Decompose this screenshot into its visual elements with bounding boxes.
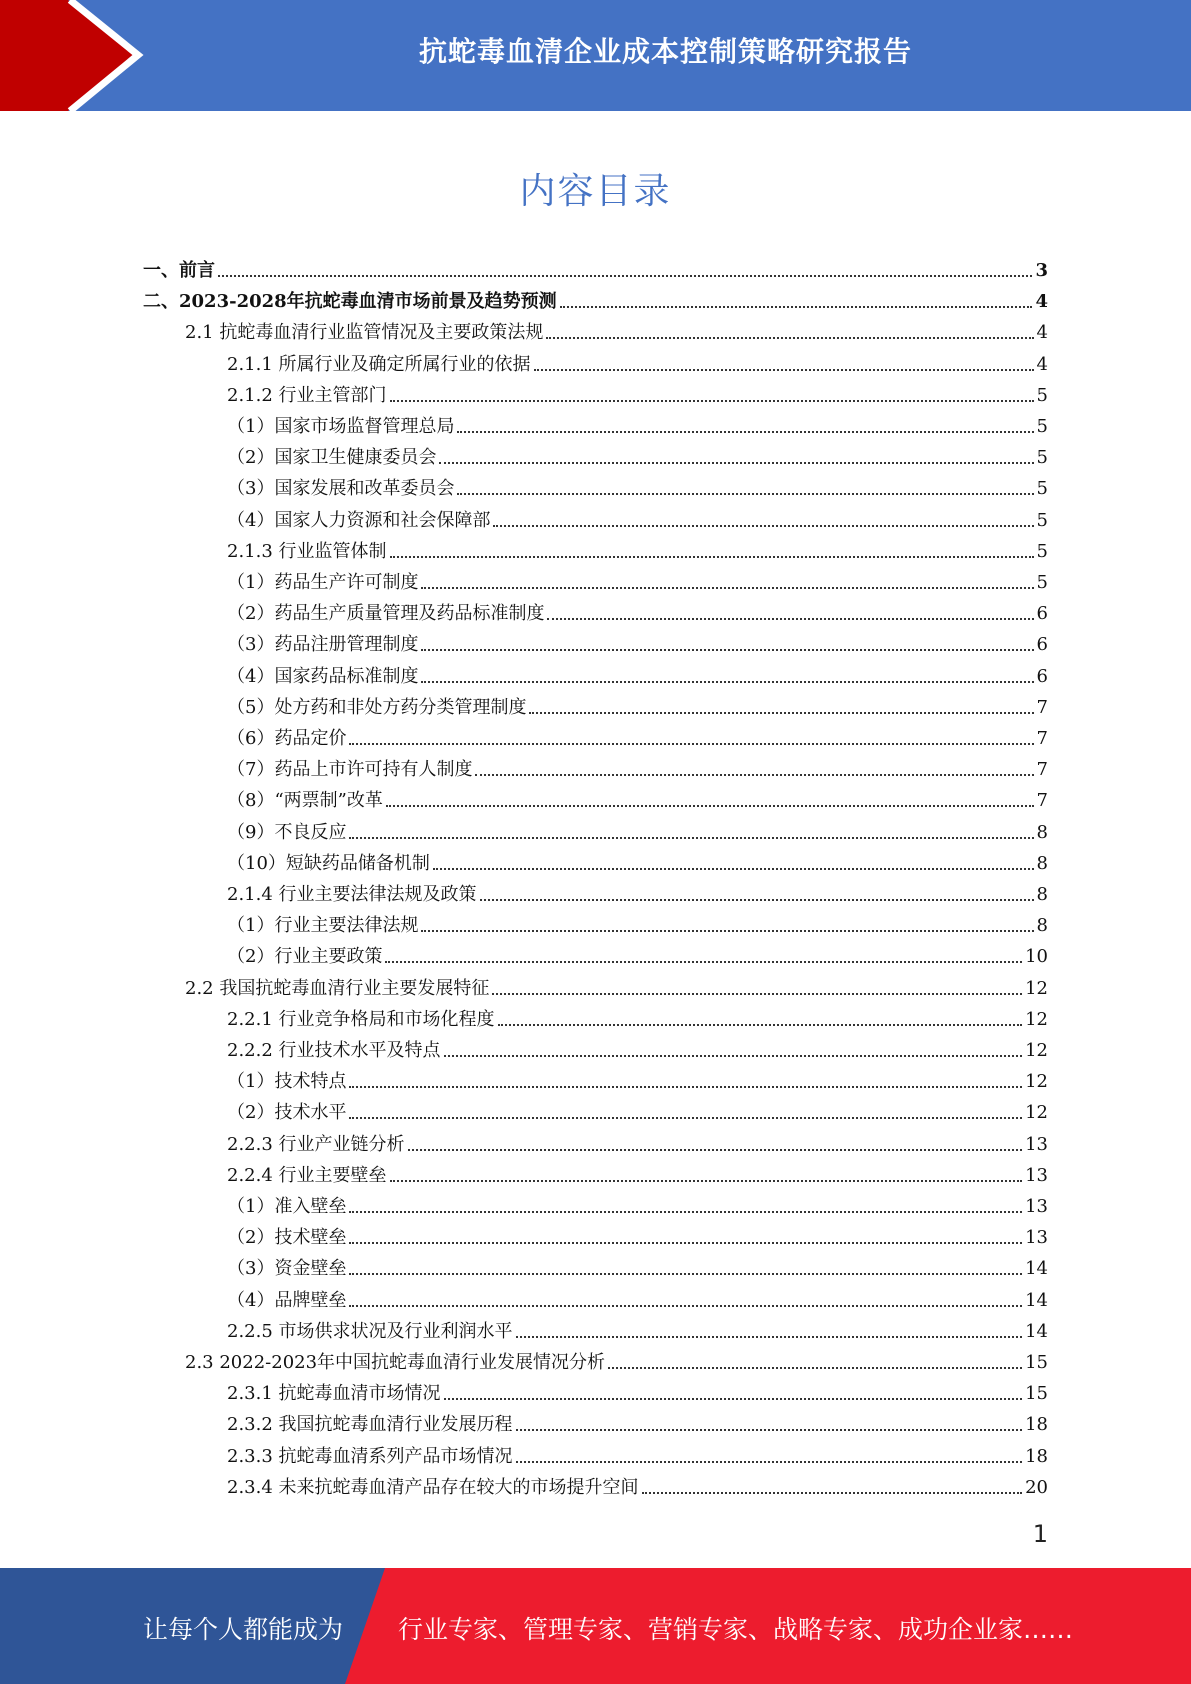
toc-entry-label: （4）国家药品标准制度 <box>227 665 419 687</box>
toc-dot-leader <box>457 493 1033 495</box>
toc-entry-label: （3）国家发展和改革委员会 <box>227 478 455 500</box>
toc-entry[interactable] <box>227 1034 1048 1062</box>
toc-entry[interactable] <box>227 784 1048 812</box>
toc-entry-label: 2.2.5 市场供求状况及行业利润水平 <box>227 1320 513 1342</box>
toc-entry[interactable] <box>227 1190 1048 1218</box>
toc-entry[interactable] <box>227 441 1048 469</box>
toc-dot-leader <box>516 1336 1023 1338</box>
toc-entry[interactable] <box>227 1377 1048 1405</box>
toc-entry-page: 8 <box>1036 915 1048 937</box>
toc-entry-page: 12 <box>1025 1040 1048 1061</box>
toc-entry[interactable] <box>227 1003 1048 1031</box>
toc-entry-page: 13 <box>1025 1164 1048 1186</box>
toc-entry-page: 6 <box>1036 634 1048 656</box>
toc-entry[interactable] <box>143 285 1048 313</box>
toc-entry-page: 18 <box>1025 1445 1048 1467</box>
toc-dot-leader <box>390 1180 1023 1182</box>
toc-entry-page: 4 <box>1036 322 1048 344</box>
toc-entry-label: （8）“两票制”改革 <box>227 790 383 812</box>
toc-entry[interactable] <box>227 1471 1048 1499</box>
toc-entry-label: （1）技术特点 <box>227 1071 347 1093</box>
toc-entry-label: 2.1 抗蛇毒血清行业监管情况及主要政策法规 <box>185 322 544 344</box>
toc-entry-page: 20 <box>1025 1476 1048 1498</box>
toc-entry-label: 2.1.3 行业监管体制 <box>227 540 387 562</box>
toc-entry-page: 7 <box>1036 728 1048 749</box>
toc-entry-label: （2）技术水平 <box>227 1102 347 1124</box>
toc-entry-page: 13 <box>1025 1227 1048 1249</box>
toc-entry[interactable] <box>227 597 1048 625</box>
toc-entry[interactable] <box>227 1252 1048 1280</box>
toc-dot-leader <box>349 1305 1022 1307</box>
toc-entry-label: （6）药品定价 <box>227 728 347 749</box>
toc-dot-leader <box>390 556 1034 558</box>
toc-entry-label: 2.1.2 行业主管部门 <box>227 384 387 406</box>
toc-entry-page: 6 <box>1036 603 1048 625</box>
toc-entry[interactable] <box>227 722 1048 750</box>
toc-dot-leader <box>608 1367 1022 1369</box>
toc-entry-label: （3）资金壁垒 <box>227 1258 347 1280</box>
toc-entry[interactable] <box>185 972 1048 1000</box>
toc-entry-page: 5 <box>1036 540 1048 562</box>
toc-dot-leader <box>433 868 1034 870</box>
toc-entry[interactable] <box>227 878 1048 906</box>
toc-entry-label: （9）不良反应 <box>227 821 347 843</box>
toc-entry-label: 2.1.1 所属行业及确定所属行业的依据 <box>227 353 531 375</box>
toc-entry[interactable] <box>227 379 1048 407</box>
toc-dot-leader <box>408 1149 1023 1151</box>
header-chevron-decoration <box>0 0 160 111</box>
toc-entry-page: 12 <box>1025 977 1048 999</box>
toc-dot-leader <box>349 1273 1022 1275</box>
toc-entry-label: （1）国家市场监督管理总局 <box>227 416 455 437</box>
toc-entry-page: 18 <box>1025 1414 1048 1436</box>
toc-dot-leader <box>439 462 1033 464</box>
toc-entry-page: 3 <box>1035 260 1048 281</box>
toc-dot-leader <box>421 649 1033 651</box>
toc-entry-page: 7 <box>1036 759 1048 781</box>
toc-dot-leader <box>349 837 1033 839</box>
toc-dot-leader <box>444 1398 1023 1400</box>
toc-dot-leader <box>560 306 1033 308</box>
toc-dot-leader <box>492 993 1022 995</box>
toc-entry[interactable] <box>227 1221 1048 1249</box>
toc-entry[interactable] <box>227 410 1048 438</box>
toc-dot-leader <box>421 681 1033 683</box>
toc-dot-leader <box>498 1024 1023 1026</box>
toc-dot-leader <box>421 930 1033 932</box>
toc-entry-label: 二、2023-2028年抗蛇毒血清市场前景及趋势预测 <box>143 291 557 313</box>
toc-entry-label: 2.2 我国抗蛇毒血清行业主要发展特征 <box>185 977 490 999</box>
toc-entry[interactable] <box>227 753 1048 781</box>
toc-dot-leader <box>493 525 1033 527</box>
toc-entry[interactable] <box>227 691 1048 719</box>
toc-entry-page: 12 <box>1025 1008 1048 1030</box>
toc-entry-page: 14 <box>1025 1320 1048 1342</box>
toc-dot-leader <box>349 1117 1022 1119</box>
footer-slogan-right: 行业专家、管理专家、营销专家、战略专家、成功企业家…… <box>398 1615 1074 1644</box>
toc-dot-leader <box>349 1242 1022 1244</box>
toc-entry-label: （1）准入壁垒 <box>227 1196 347 1217</box>
toc-dot-leader <box>516 1461 1023 1463</box>
toc-dot-leader <box>642 1492 1023 1494</box>
toc-entry-page: 8 <box>1036 884 1048 905</box>
toc-dot-leader <box>529 712 1033 714</box>
toc-dot-leader <box>385 961 1022 963</box>
toc-dot-leader <box>475 774 1033 776</box>
toc-entry-label: 2.2.4 行业主要壁垒 <box>227 1164 387 1186</box>
toc-entry[interactable] <box>227 660 1048 688</box>
toc-dot-leader <box>534 369 1034 371</box>
toc-entry[interactable] <box>227 1440 1048 1468</box>
toc-entry-label: （2）药品生产质量管理及药品标准制度 <box>227 603 545 625</box>
toc-entry[interactable] <box>227 1284 1048 1312</box>
toc-entry[interactable] <box>227 1096 1048 1124</box>
toc-entry-page: 10 <box>1025 946 1048 968</box>
toc-entry-label: （2）行业主要政策 <box>227 946 383 968</box>
toc-dot-leader <box>516 1429 1023 1431</box>
toc-entry[interactable] <box>227 472 1048 500</box>
toc-entry-page: 7 <box>1036 696 1048 718</box>
toc-heading: 内容目录 <box>519 171 672 212</box>
toc-entry[interactable] <box>227 1408 1048 1436</box>
toc-entry[interactable] <box>227 535 1048 563</box>
footer-slogan-left: 让每个人都能成为 <box>143 1615 344 1644</box>
toc-entry-page: 13 <box>1025 1196 1048 1217</box>
toc-entry-label: （2）国家卫生健康委员会 <box>227 447 437 469</box>
toc-entry-label: 2.2.1 行业竞争格局和市场化程度 <box>227 1008 495 1030</box>
toc-entry-label: 2.3.3 抗蛇毒血清系列产品市场情况 <box>227 1445 513 1467</box>
toc-entry-page: 5 <box>1036 478 1048 500</box>
toc-entry-label: （1）行业主要法律法规 <box>227 915 419 937</box>
toc-entry-page: 8 <box>1036 852 1048 874</box>
toc-entry[interactable] <box>227 566 1048 594</box>
toc-entry-page: 13 <box>1025 1133 1048 1155</box>
toc-entry-page: 5 <box>1036 447 1048 469</box>
toc-entry[interactable] <box>143 254 1048 282</box>
toc-entry[interactable] <box>227 504 1048 532</box>
toc-entry-label: 2.3.1 抗蛇毒血清市场情况 <box>227 1383 441 1405</box>
toc-entry-page: 6 <box>1036 665 1048 687</box>
toc-entry-label: （1）药品生产许可制度 <box>227 572 419 593</box>
toc-entry-page: 14 <box>1025 1289 1048 1311</box>
toc-dot-leader <box>480 899 1034 901</box>
toc-dot-leader <box>457 431 1033 433</box>
toc-entry-label: （10）短缺药品储备机制 <box>227 852 430 874</box>
toc-dot-leader <box>547 618 1033 620</box>
toc-entry-label: 2.3 2022-2023年中国抗蛇毒血清行业发展情况分析 <box>185 1352 606 1373</box>
toc-entry-page: 4 <box>1035 291 1048 313</box>
toc-dot-leader <box>444 1055 1023 1057</box>
toc-entry-page: 7 <box>1036 790 1048 812</box>
toc-dot-leader <box>349 743 1033 745</box>
toc-entry-page: 15 <box>1025 1352 1048 1373</box>
toc-entry-page: 12 <box>1025 1071 1048 1093</box>
toc-entry-label: （2）技术壁垒 <box>227 1227 347 1249</box>
toc-dot-leader <box>386 805 1034 807</box>
toc-entry[interactable] <box>227 628 1048 656</box>
toc-entry-label: （5）处方药和非处方药分类管理制度 <box>227 696 527 718</box>
toc-entry-label: 2.2.3 行业产业链分析 <box>227 1133 405 1155</box>
toc-entry-label: （4）品牌壁垒 <box>227 1289 347 1311</box>
report-title: 抗蛇毒血清企业成本控制策略研究报告 <box>418 35 912 68</box>
toc-entry-page: 5 <box>1036 416 1048 437</box>
toc-entry[interactable] <box>185 1346 1048 1374</box>
toc-entry-page: 4 <box>1036 353 1048 375</box>
toc-entry-label: 2.1.4 行业主要法律法规及政策 <box>227 884 477 905</box>
toc-dot-leader <box>390 400 1034 402</box>
toc-entry-page: 5 <box>1036 384 1048 406</box>
toc-entry-page: 5 <box>1036 509 1048 531</box>
toc-entry-page: 8 <box>1036 821 1048 843</box>
toc-entry[interactable] <box>227 348 1048 376</box>
page-number: 1 <box>1032 1520 1048 1548</box>
toc-entry-label: 2.3.2 我国抗蛇毒血清行业发展历程 <box>227 1414 513 1436</box>
footer-banner <box>0 1568 1191 1684</box>
toc-entry[interactable] <box>227 847 1048 875</box>
toc-dot-leader <box>218 275 1032 277</box>
toc-entry[interactable] <box>227 1315 1048 1343</box>
toc-dot-leader <box>546 337 1033 339</box>
toc-entry-page: 12 <box>1025 1102 1048 1124</box>
toc-entry-label: （3）药品注册管理制度 <box>227 634 419 656</box>
toc-dot-leader <box>421 587 1033 589</box>
toc-dot-leader <box>349 1086 1022 1088</box>
toc-entry[interactable] <box>227 1128 1048 1156</box>
toc-entry[interactable] <box>227 816 1048 844</box>
toc-entry-label: 2.2.2 行业技术水平及特点 <box>227 1040 441 1061</box>
toc-dot-leader <box>349 1211 1022 1213</box>
toc-entry[interactable] <box>227 1065 1048 1093</box>
toc-entry-page: 14 <box>1025 1258 1048 1280</box>
toc-entry-label: （7）药品上市许可持有人制度 <box>227 759 473 781</box>
toc-entry[interactable] <box>185 316 1048 344</box>
toc-entry-page: 15 <box>1025 1383 1048 1405</box>
toc-entry-label: 2.3.4 未来抗蛇毒血清产品存在较大的市场提升空间 <box>227 1476 639 1498</box>
toc-entry-label: 一、前言 <box>143 260 215 281</box>
toc-entry-label: （4）国家人力资源和社会保障部 <box>227 509 491 531</box>
toc-entry[interactable] <box>227 1159 1048 1187</box>
toc-entry[interactable] <box>227 909 1048 937</box>
toc-entry[interactable] <box>227 940 1048 968</box>
toc-entry-page: 5 <box>1036 572 1048 593</box>
